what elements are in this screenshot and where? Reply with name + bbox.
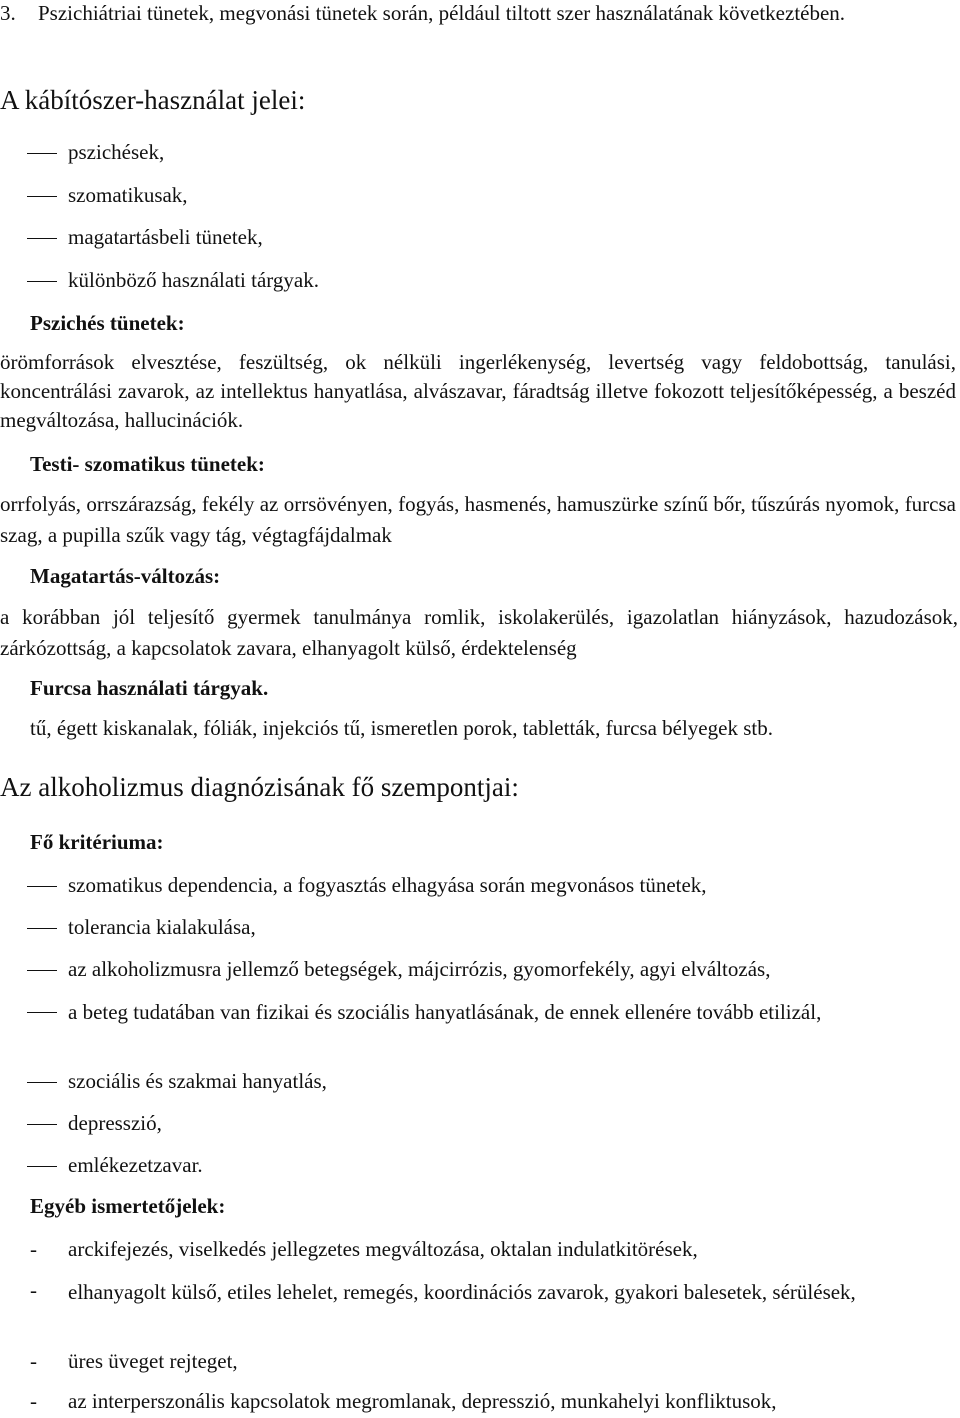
- other-sign-item: elhanyagolt külső, etiles lehelet, remegés, koordinációs zavarok, gyakori balesetek, sérülések,: [68, 1280, 856, 1304]
- dash-bullet: [27, 1082, 57, 1083]
- criteria-item: emlékezetzavar.: [68, 1153, 203, 1177]
- dash-bullet: [27, 886, 57, 887]
- main-criteria-heading: Fő kritériuma:: [30, 830, 164, 854]
- behavior-heading: Magatartás-változás:: [30, 564, 221, 588]
- psychic-heading: Pszichés tünetek:: [30, 311, 185, 335]
- other-sign-item: üres üveget rejteget,: [68, 1349, 238, 1373]
- criteria-item: tolerancia kialakulása,: [68, 915, 256, 939]
- hyphen-bullet: -: [30, 1389, 37, 1413]
- dash-bullet: [27, 928, 57, 929]
- behavior-text: a korábban jól teljesítő gyermek tanulmánya romlik, iskolakerülés, igazolatlan hiányzások, hazudozások, zárkózottság, a kapcsolatok zavara, elhanyagolt külső, érdektelenség: [0, 605, 958, 660]
- drug-signs-heading: A kábítószer-használat jelei:: [0, 85, 306, 115]
- objects-text: tű, égett kiskanalak, fóliák, injekciós tű, ismeretlen porok, tabletták, furcsa bélyegek stb.: [30, 716, 773, 740]
- dash-bullet: [27, 1166, 57, 1167]
- drug-sign-item: pszichések,: [68, 140, 165, 164]
- dash-bullet: [27, 281, 57, 282]
- criteria-item: az alkoholizmusra jellemző betegségek, májcirrózis, gyomorfekély, agyi elváltozás,: [68, 957, 771, 981]
- somatic-heading: Testi- szomatikus tünetek:: [30, 452, 265, 476]
- drug-sign-item: magatartásbeli tünetek,: [68, 225, 263, 249]
- intro-item-number: 3.: [0, 1, 16, 25]
- hyphen-bullet: -: [30, 1278, 37, 1302]
- criteria-item: depresszió,: [68, 1111, 162, 1135]
- psychic-text: örömforrások elvesztése, feszültség, ok nélküli ingerlékenység, levertség vagy feldobottság, tanulási, koncentrálási zavarok, az intellektus hanyatlása, alvászavar, fáradtság illetve fokozott teljesítőképesség, a beszéd megváltozása, hallucinációk.: [0, 350, 956, 432]
- criteria-item: szociális és szakmai hanyatlás,: [68, 1069, 327, 1093]
- dash-bullet: [27, 970, 57, 971]
- other-sign-item: az interperszonális kapcsolatok megromlanak, depresszió, munkahelyi konfliktusok,: [68, 1389, 777, 1413]
- somatic-text: orrfolyás, orrszárazság, fekély az orrsövényen, fogyás, hasmenés, hamuszürke színű bőr, tűszúrás nyomok, furcsa szag, a pupilla szűk vagy tág, végtagfájdalmak: [0, 492, 956, 547]
- drug-sign-item: szomatikusak,: [68, 183, 188, 207]
- other-signs-heading: Egyéb ismertetőjelek:: [30, 1194, 226, 1218]
- drug-sign-item: különböző használati tárgyak.: [68, 268, 319, 292]
- intro-item-text: Pszichiátriai tünetek, megvonási tünetek során, például tiltott szer használatának következtében.: [38, 1, 846, 25]
- dash-bullet: [27, 238, 57, 239]
- hyphen-bullet: -: [30, 1237, 37, 1261]
- dash-bullet: [27, 1012, 57, 1013]
- alcohol-heading: Az alkoholizmus diagnózisának fő szempontjai:: [0, 772, 519, 802]
- objects-heading: Furcsa használati tárgyak.: [30, 676, 269, 700]
- hyphen-bullet: -: [30, 1349, 37, 1373]
- other-sign-item: arckifejezés, viselkedés jellegzetes megváltozása, oktalan indulatkitörések,: [68, 1237, 698, 1261]
- criteria-item: a beteg tudatában van fizikai és szociális hanyatlásának, de ennek ellenére tovább etilizál,: [68, 1000, 822, 1024]
- criteria-item: szomatikus dependencia, a fogyasztás elhagyása során megvonásos tünetek,: [68, 873, 707, 897]
- dash-bullet: [27, 196, 57, 197]
- dash-bullet: [27, 153, 57, 154]
- dash-bullet: [27, 1124, 57, 1125]
